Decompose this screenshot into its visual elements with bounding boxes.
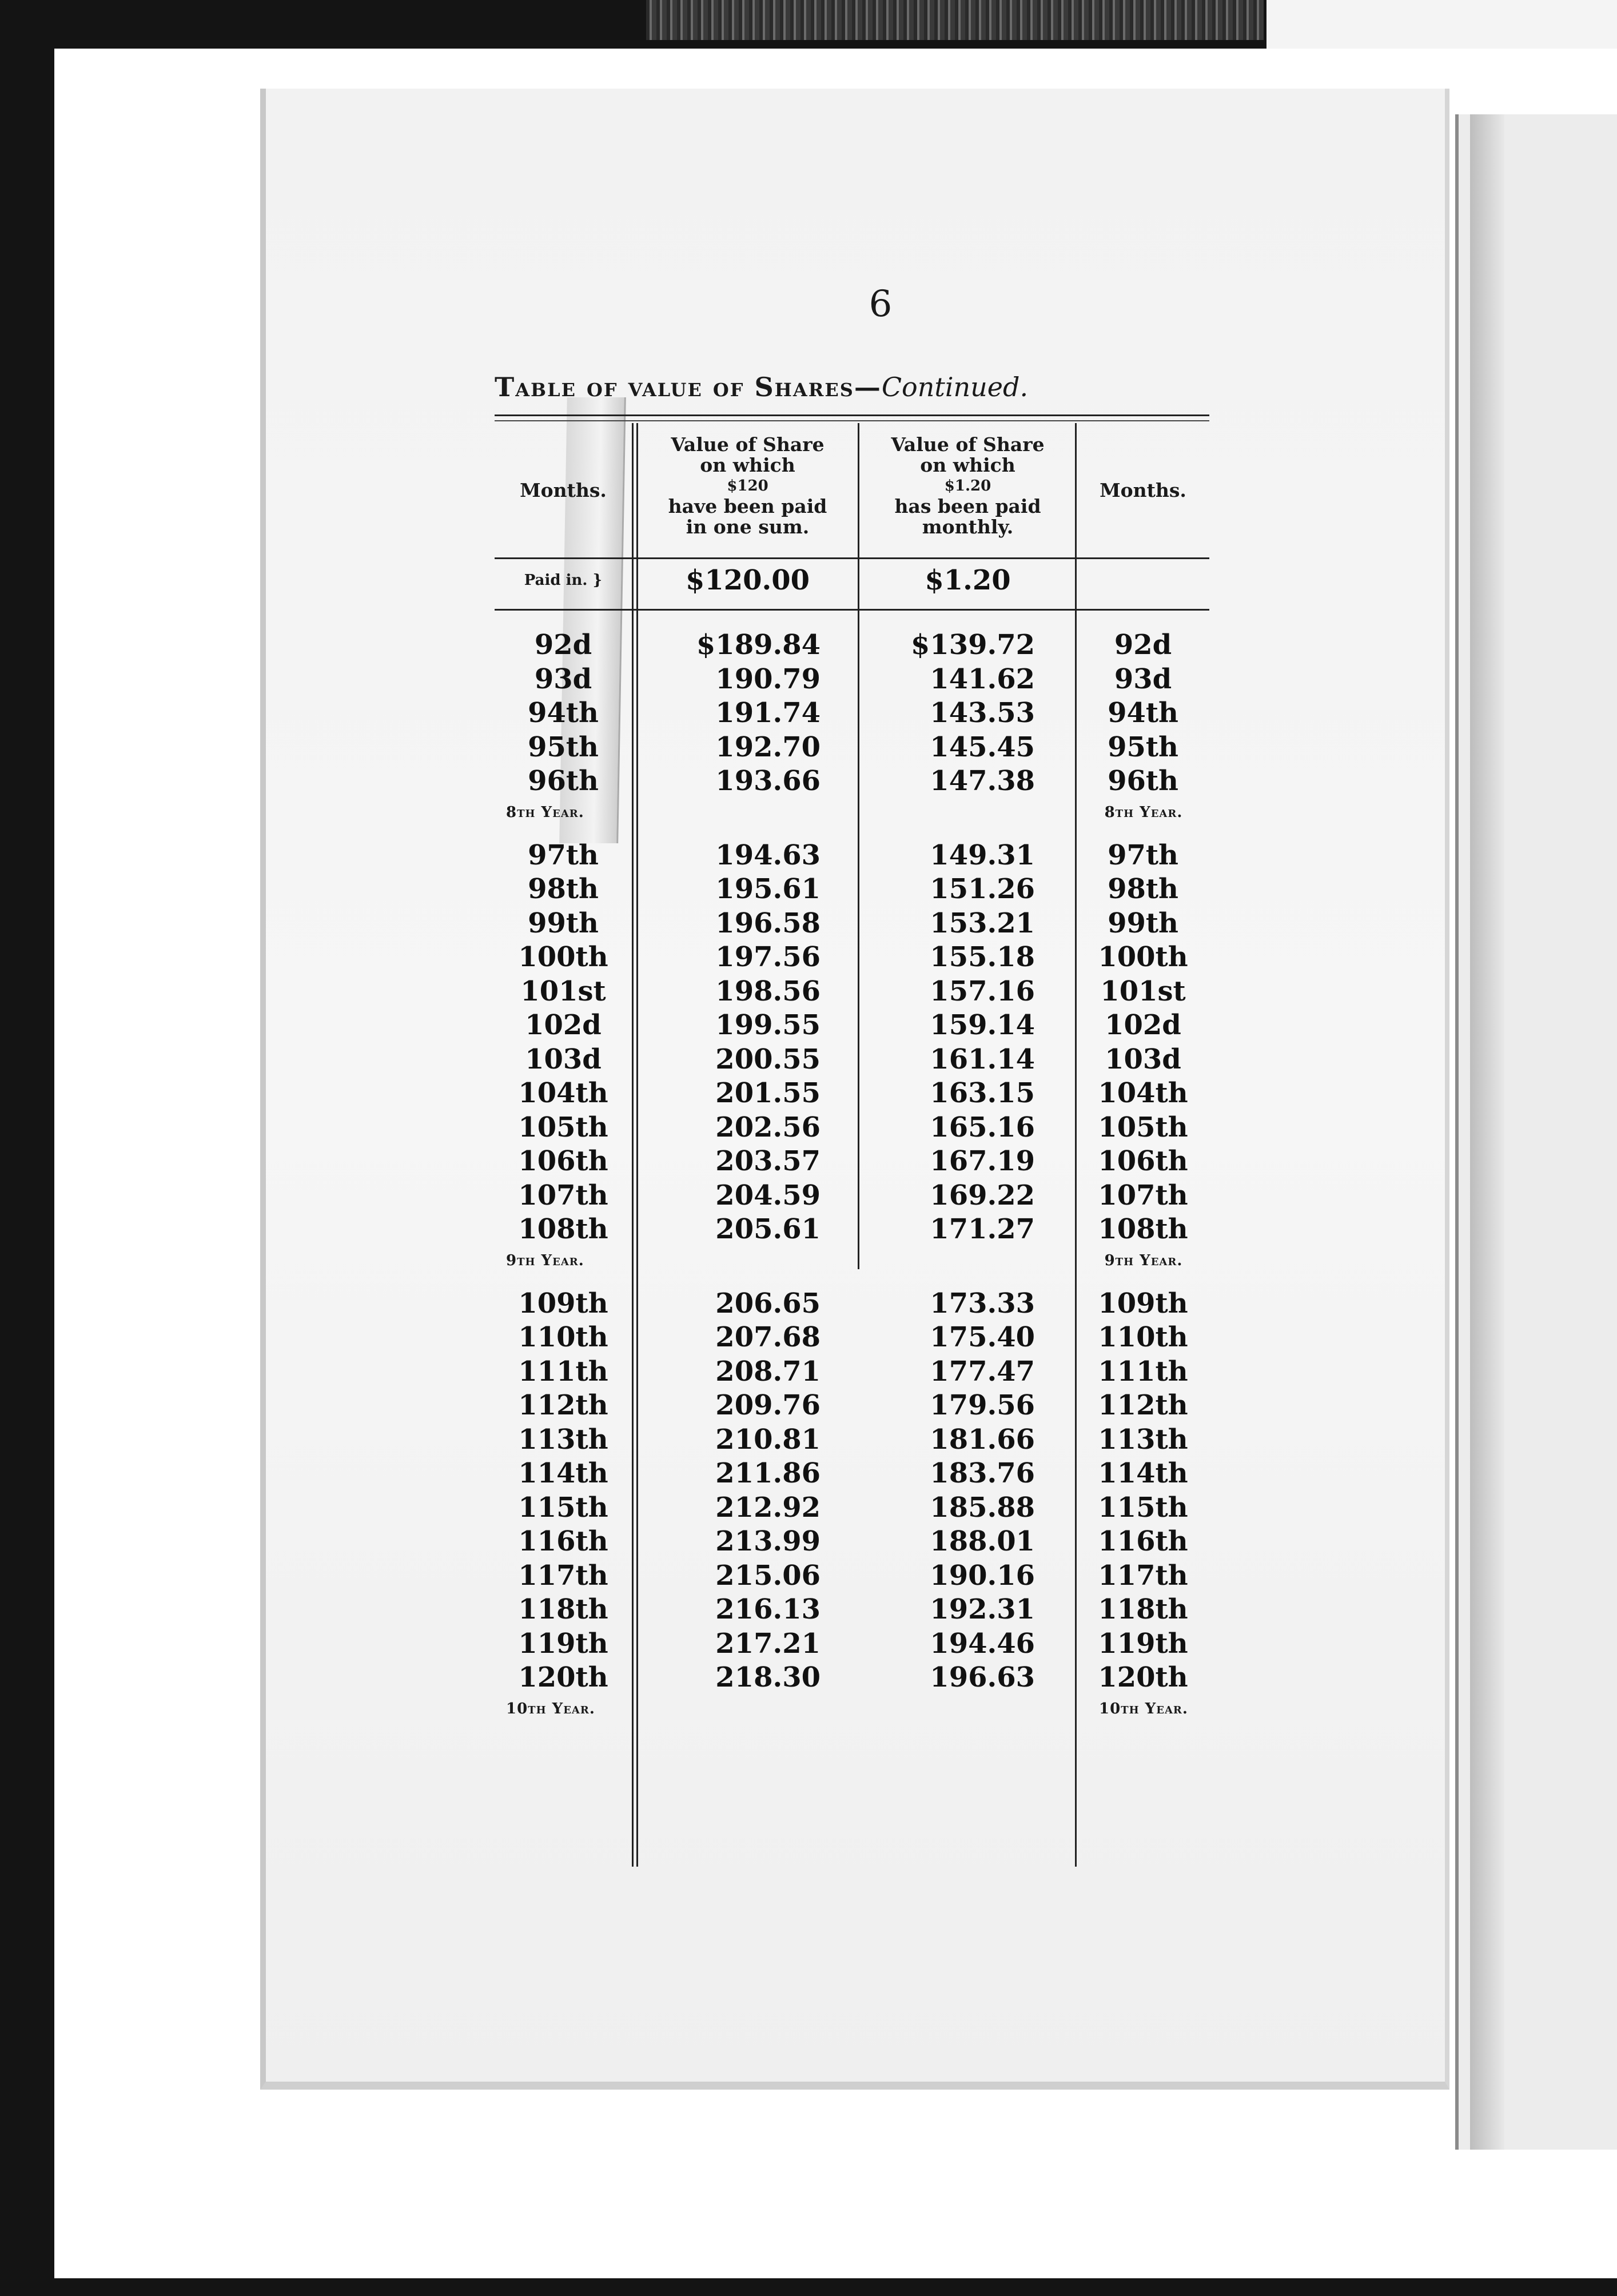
month-right-cell: 101st	[1100, 975, 1186, 1007]
month-right-cell: 105th	[1098, 1111, 1188, 1143]
month-left-cell: 92d	[534, 629, 592, 661]
one-sum-cell: 190.79	[715, 663, 821, 695]
month-right-cell: 94th	[1108, 697, 1178, 729]
monthly-cell: 179.56	[930, 1389, 1035, 1421]
one-sum-cell: 192.70	[715, 731, 821, 763]
one-sum-cell: 196.58	[715, 907, 821, 939]
paid-in-label: Paid in. }	[524, 572, 603, 589]
one-sum-cell: 202.56	[715, 1111, 821, 1143]
one-sum-cell: 209.76	[715, 1389, 821, 1421]
month-right-cell: 96th	[1108, 765, 1178, 797]
month-right-cell: 100th	[1098, 941, 1188, 973]
one-sum-cell: 195.61	[715, 873, 821, 905]
adjacent-page-edge	[1455, 114, 1617, 2150]
monthly-cell: 147.38	[930, 765, 1035, 797]
month-right-cell: 120th	[1098, 1661, 1188, 1693]
month-right-cell: 118th	[1098, 1593, 1188, 1625]
month-left-cell: 117th	[518, 1559, 608, 1592]
monthly-cell: 167.19	[930, 1145, 1035, 1177]
one-sum-cell: 191.74	[715, 697, 821, 729]
year-label: 10th Year.	[506, 1700, 595, 1717]
month-right-cell: 109th	[1098, 1287, 1188, 1320]
monthly-cell: 190.16	[930, 1559, 1035, 1592]
one-sum-cell: 212.92	[715, 1491, 821, 1524]
year-label: 9th Year.	[1104, 1251, 1183, 1269]
month-right-cell: 103d	[1105, 1043, 1181, 1075]
table-row	[495, 907, 1209, 942]
header-line: $1.20	[944, 477, 991, 495]
month-right-cell: 107th	[1098, 1179, 1188, 1211]
monthly-cell: 151.26	[930, 873, 1035, 905]
month-right-cell: 115th	[1098, 1491, 1188, 1524]
month-right-cell: 116th	[1098, 1525, 1188, 1557]
month-right-cell: 113th	[1098, 1423, 1188, 1456]
month-left-cell: 118th	[518, 1593, 608, 1625]
monthly-cell: 196.63	[930, 1661, 1035, 1693]
month-left-cell: 120th	[518, 1661, 608, 1693]
month-left-cell: 110th	[518, 1321, 608, 1353]
table-row	[495, 1213, 1209, 1247]
month-right-cell: 112th	[1098, 1389, 1188, 1421]
one-sum-cell: 208.71	[715, 1355, 821, 1388]
header-line: in one sum.	[686, 516, 810, 538]
one-sum-cell: 210.81	[715, 1423, 821, 1456]
month-left-cell: 108th	[518, 1213, 608, 1245]
table-row	[495, 1593, 1209, 1628]
one-sum-cell: 213.99	[715, 1525, 821, 1557]
one-sum-cell: 206.65	[715, 1287, 821, 1320]
month-left-cell: 109th	[518, 1287, 608, 1320]
monthly-cell: 181.66	[930, 1423, 1035, 1456]
monthly-cell: 192.31	[930, 1593, 1035, 1625]
table-row	[495, 1492, 1209, 1526]
monthly-cell: 155.18	[930, 941, 1035, 973]
monthly-cell: 157.16	[930, 975, 1035, 1007]
monthly-cell: 171.27	[930, 1213, 1035, 1245]
one-sum-cell: 211.86	[715, 1457, 821, 1489]
table-row	[495, 1356, 1209, 1390]
header-line: $120	[727, 477, 768, 495]
table-row	[495, 1424, 1209, 1458]
year-label: 8th Year.	[506, 803, 584, 821]
table-top-rule-inner	[495, 420, 1209, 421]
month-left-cell: 119th	[518, 1627, 608, 1660]
table-row	[495, 1628, 1209, 1662]
share-value-table	[495, 414, 1209, 1867]
month-left-cell: 93d	[534, 663, 592, 695]
monthly-cell: 173.33	[930, 1287, 1035, 1320]
monthly-cell: 153.21	[930, 907, 1035, 939]
month-right-cell: 119th	[1098, 1627, 1188, 1660]
table-row	[495, 1287, 1209, 1322]
month-left-cell: 113th	[518, 1423, 608, 1456]
month-left-cell: 95th	[528, 731, 599, 763]
month-left-cell: 97th	[528, 839, 599, 871]
one-sum-cell: 197.56	[715, 941, 821, 973]
table-row	[495, 1043, 1209, 1078]
month-left-cell: 115th	[518, 1491, 608, 1524]
table-row	[495, 629, 1209, 663]
one-sum-cell: 218.30	[715, 1661, 821, 1693]
monthly-cell: $139.72	[910, 629, 1035, 661]
month-left-cell: 96th	[528, 765, 599, 797]
table-row	[495, 1145, 1209, 1179]
paid-in-rule	[495, 609, 1209, 611]
table-row	[495, 1009, 1209, 1043]
one-sum-cell: 216.13	[715, 1593, 821, 1625]
table-row	[495, 873, 1209, 907]
header-one-sum	[638, 435, 858, 537]
table-row	[495, 765, 1209, 799]
monthly-cell: 165.16	[930, 1111, 1035, 1143]
monthly-cell: 163.15	[930, 1077, 1035, 1109]
month-right-cell: 106th	[1098, 1145, 1188, 1177]
monthly-cell: 194.46	[930, 1627, 1035, 1660]
one-sum-cell: 194.63	[715, 839, 821, 871]
table-row	[495, 1389, 1209, 1424]
month-right-cell: 95th	[1108, 731, 1178, 763]
table-row	[495, 1525, 1209, 1560]
month-left-cell: 106th	[518, 1145, 608, 1177]
table-row	[495, 1457, 1209, 1492]
month-right-cell: 114th	[1098, 1457, 1188, 1489]
month-left-cell: 102d	[525, 1009, 602, 1041]
scan-top-strip	[646, 0, 1264, 40]
month-left-cell: 116th	[518, 1525, 608, 1557]
month-right-cell: 92d	[1114, 629, 1172, 661]
month-right-cell: 104th	[1098, 1077, 1188, 1109]
year-label: 9th Year.	[506, 1251, 584, 1269]
header-monthly	[861, 435, 1075, 537]
monthly-cell: 145.45	[930, 731, 1035, 763]
month-right-cell: 111th	[1098, 1355, 1188, 1388]
header-line: monthly.	[922, 516, 1014, 538]
month-left-cell: 98th	[528, 873, 599, 905]
monthly-cell: 175.40	[930, 1321, 1035, 1353]
header-line: Value of Share	[891, 433, 1045, 456]
monthly-cell: 169.22	[930, 1179, 1035, 1211]
one-sum-cell: 203.57	[715, 1145, 821, 1177]
document-page	[260, 89, 1449, 2090]
monthly-cell: 143.53	[930, 697, 1035, 729]
table-title	[495, 372, 1181, 402]
table-row	[495, 1077, 1209, 1111]
month-left-cell: 94th	[528, 697, 599, 729]
table-row	[495, 1321, 1209, 1356]
month-right-cell: 93d	[1114, 663, 1172, 695]
header-months-right: Months.	[1100, 479, 1186, 501]
table-row	[495, 697, 1209, 731]
table-top-rule	[495, 414, 1209, 416]
header-rule	[495, 557, 1209, 559]
month-right-cell: 97th	[1108, 839, 1178, 871]
month-right-cell: 102d	[1105, 1009, 1181, 1041]
month-left-cell: 114th	[518, 1457, 608, 1489]
paid-in-one-sum: $120.00	[685, 564, 810, 596]
monthly-cell: 188.01	[930, 1525, 1035, 1557]
paid-in-monthly: $1.20	[925, 564, 1011, 596]
header-line: Value of Share	[671, 433, 825, 456]
table-title-continued: Continued.	[881, 372, 1029, 402]
monthly-cell: 141.62	[930, 663, 1035, 695]
one-sum-cell: 215.06	[715, 1559, 821, 1592]
one-sum-cell: 199.55	[715, 1009, 821, 1041]
header-line: have been paid	[668, 495, 827, 517]
month-left-cell: 101st	[520, 975, 606, 1007]
table-row	[495, 1661, 1209, 1696]
table-row	[495, 663, 1209, 697]
table-row	[495, 731, 1209, 766]
scan-top-margin	[1266, 0, 1617, 49]
month-left-cell: 103d	[525, 1043, 602, 1075]
month-right-cell: 117th	[1098, 1559, 1188, 1592]
year-label: 8th Year.	[1104, 803, 1183, 821]
one-sum-cell: $189.84	[696, 629, 821, 661]
monthly-cell: 177.47	[930, 1355, 1035, 1388]
table-row	[495, 1179, 1209, 1214]
month-left-cell: 112th	[518, 1389, 608, 1421]
year-label: 10th Year.	[1099, 1700, 1188, 1717]
header-months-left: Months.	[520, 479, 607, 501]
month-right-cell: 99th	[1108, 907, 1178, 939]
one-sum-cell: 207.68	[715, 1321, 821, 1353]
table-row	[495, 975, 1209, 1010]
monthly-cell: 185.88	[930, 1491, 1035, 1524]
monthly-cell: 183.76	[930, 1457, 1035, 1489]
month-right-cell: 108th	[1098, 1213, 1188, 1245]
month-left-cell: 104th	[518, 1077, 608, 1109]
month-right-cell: 98th	[1108, 873, 1178, 905]
table-row	[495, 941, 1209, 975]
one-sum-cell: 200.55	[715, 1043, 821, 1075]
one-sum-cell: 205.61	[715, 1213, 821, 1245]
table-row	[495, 1111, 1209, 1146]
month-left-cell: 100th	[518, 941, 608, 973]
table-row	[495, 839, 1209, 874]
month-left-cell: 99th	[528, 907, 599, 939]
month-right-cell: 110th	[1098, 1321, 1188, 1353]
month-left-cell: 111th	[518, 1355, 608, 1388]
adjacent-page-shadow	[1470, 114, 1504, 2150]
table-title-main: Table of value of Shares—	[495, 372, 882, 402]
monthly-cell: 149.31	[930, 839, 1035, 871]
month-left-cell: 107th	[518, 1179, 608, 1211]
header-line: on which	[920, 454, 1015, 476]
one-sum-cell: 201.55	[715, 1077, 821, 1109]
monthly-cell: 161.14	[930, 1043, 1035, 1075]
one-sum-cell: 204.59	[715, 1179, 821, 1211]
page-number: 6	[869, 283, 893, 325]
one-sum-cell: 198.56	[715, 975, 821, 1007]
table-row	[495, 1560, 1209, 1594]
one-sum-cell: 193.66	[715, 765, 821, 797]
monthly-cell: 159.14	[930, 1009, 1035, 1041]
one-sum-cell: 217.21	[715, 1627, 821, 1660]
header-line: on which	[700, 454, 795, 476]
month-left-cell: 105th	[518, 1111, 608, 1143]
header-line: has been paid	[894, 495, 1041, 517]
